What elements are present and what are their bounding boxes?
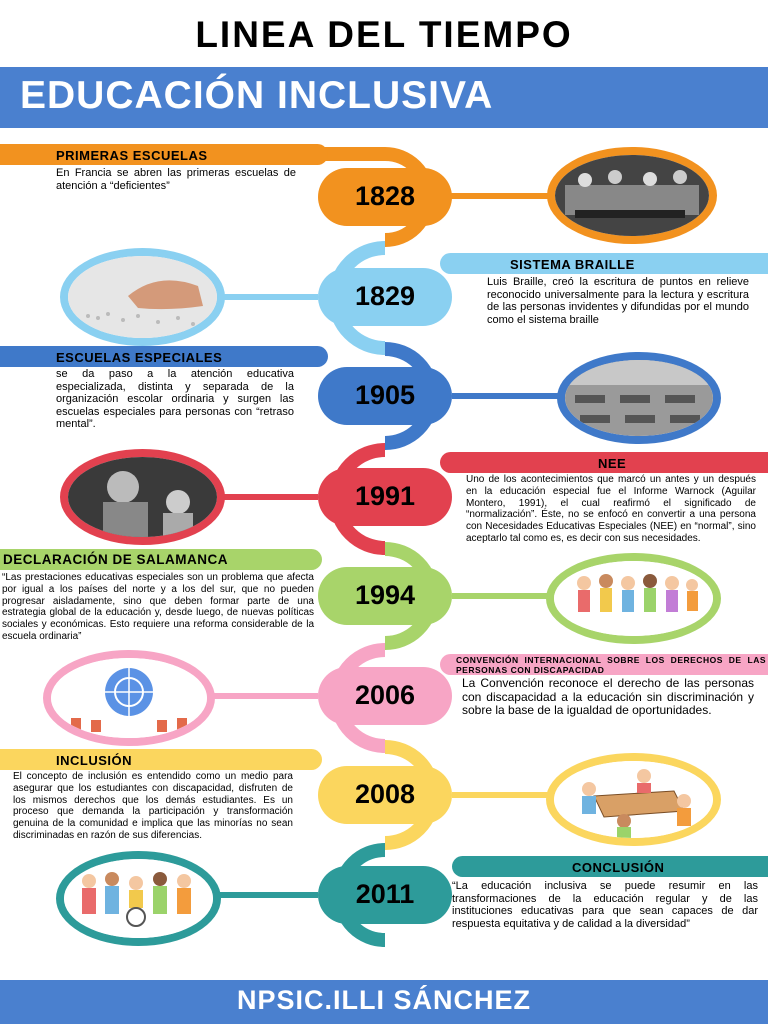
- united-nations-emblem-icon: [51, 658, 207, 738]
- event-title-2011: CONCLUSIÓN: [572, 860, 665, 875]
- image-frame-1994: [546, 553, 721, 644]
- event-text-1905: se da paso a la atención educativa especializada, distinta y separada de la organización escolar ordinaria y surgen las escuelas especiales para personas con “retraso mental”.: [56, 368, 294, 431]
- year-label-1994: 1994: [354, 580, 416, 610]
- event-text-1829: Luis Braille, creó la escritura de puntos en relieve reconocido universalmente para la lectura y escritura de las personas invidentes y difundidas por el mundo como el sistema braille: [487, 276, 749, 326]
- image-frame-2008: [546, 753, 721, 846]
- image-frame-1991: [60, 449, 225, 545]
- event-text-2008: El concepto de inclusión es entendido como un medio para asegurar que los estudiantes con discapacidad, disfruten de los mismos derechos que los demás estudiantes. Es un proceso que demanda la participación y transformación genuina de la comunidad e implica que las minorías no sean discriminadas en razón de sus diferencias.: [13, 771, 293, 841]
- title-band-2008: [0, 749, 322, 770]
- inclusive-group-illustration-icon: [64, 859, 213, 938]
- event-text-2011: “La educación inclusiva se puede resumir en las transformaciones de la educación regular y de las instituciones educativas para que sean capaces de dar respuesta equitativa y de calidad a la diversidad”: [452, 880, 758, 930]
- event-title-1905: ESCUELAS ESPECIALES: [56, 350, 223, 365]
- classroom-photo-icon: [555, 155, 709, 236]
- event-text-1994: “Las prestaciones educativas especiales son un problema que afecta por igual a los países del norte y a los del sur, que no pueden progresar aisladamente, sino que deben formar parte de una estrategia global de la educación y, desde luego, de nuevas políticas sociales y económicas. Esto requiere una reforma considerable de la escuela ordinaria”: [2, 572, 314, 642]
- diverse-children-illustration-icon: [554, 561, 713, 636]
- event-text-1828: En Francia se abren las primeras escuelas de atención a “deficientes”: [56, 167, 296, 192]
- braille-reading-hand-icon: [68, 256, 217, 338]
- year-label-1991: 1991: [354, 481, 416, 511]
- event-title-2008: INCLUSIÓN: [56, 753, 132, 768]
- year-label-1829: 1829: [354, 281, 416, 311]
- year-label-1905: 1905: [354, 380, 416, 410]
- event-text-2006: La Convención reconoce el derecho de las personas con discapacidad a la educación sin discriminación y sobre la base de la igualdad de oportunidades.: [462, 676, 754, 717]
- year-label-2008: 2008: [354, 779, 416, 809]
- footer-author: NPSIC.ILLI SÁNCHEZ: [236, 985, 531, 1015]
- event-title-1994: DECLARACIÓN DE SALAMANCA: [3, 552, 228, 567]
- old-classroom-photo-icon: [565, 360, 713, 436]
- page-title: LINEA DEL TIEMPO: [195, 14, 573, 55]
- year-label-2006: 2006: [354, 680, 416, 710]
- image-frame-1829: [60, 248, 225, 346]
- event-title-1991: NEE: [598, 456, 627, 471]
- image-frame-1828: [547, 147, 717, 244]
- event-title-2006: CONVENCIÓN INTERNACIONAL SOBRE LOS DERECHOS DE LAS PERSONAS CON DISCAPACIDAD: [456, 655, 766, 675]
- teacher-children-photo-icon: [68, 457, 217, 537]
- page-subtitle: EDUCACIÓN INCLUSIVA: [20, 74, 494, 117]
- event-title-1829: SISTEMA BRAILLE: [510, 257, 635, 272]
- students-at-table-illustration-icon: [554, 761, 713, 838]
- image-frame-2011: [56, 851, 221, 946]
- year-label-2011: 2011: [355, 879, 415, 909]
- image-frame-2006: [43, 650, 215, 746]
- event-text-1991: Uno de los acontecimientos que marcó un antes y un después en la educación especial fue el Informe Warnock (Aguilar Montero, 1991), el cual reafirmó el significado de “normalización”. Éste, no se enfocó en convertir a una persona con Necesidades Educativas Especiales (NEE) en “normal”, sino aceptarlo tal como es, es decir con sus necesidades.: [466, 474, 756, 544]
- year-label-1828: 1828: [354, 181, 416, 211]
- image-frame-1905: [557, 352, 721, 444]
- event-title-1828: PRIMERAS ESCUELAS: [56, 148, 208, 163]
